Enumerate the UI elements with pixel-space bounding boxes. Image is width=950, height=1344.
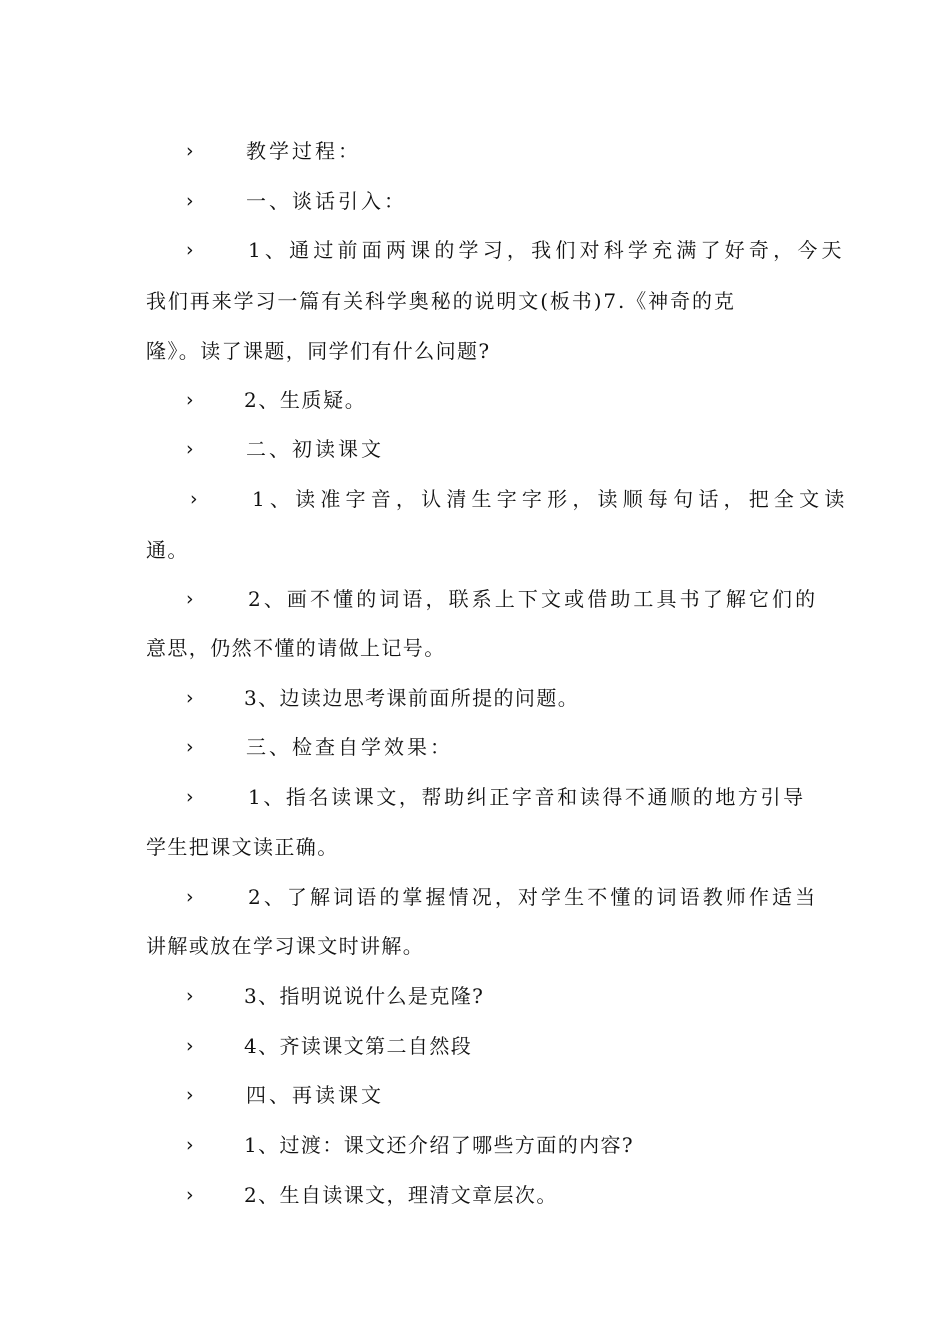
paragraph-line: 2、画不懂的词语，联系上下文或借助工具书了解它们的 [248, 587, 819, 611]
paragraph-line: 2、了解词语的掌握情况，对学生不懂的词语教师作适当 [248, 885, 819, 909]
paragraph-line: 讲解或放在学习课文时讲解。 [146, 934, 425, 958]
bullet-arrow-icon: › [186, 588, 194, 610]
bullet-arrow-icon: › [190, 488, 198, 510]
paragraph-text: 3、边读边思考课前面所提的问题。 [244, 686, 580, 710]
paragraph-line: 1、通过前面两课的学习，我们对科学充满了好奇，今天 [248, 238, 846, 262]
section-heading: 一、谈话引入： [246, 189, 407, 213]
paragraph-line: 学生把课文读正确。 [146, 835, 339, 859]
paragraph-heading: 教学过程： [246, 139, 361, 163]
paragraph-text: 2、生自读课文，理清文章层次。 [244, 1183, 558, 1207]
bullet-arrow-icon: › [186, 1134, 194, 1156]
section-heading: 二、初读课文 [246, 437, 384, 461]
bullet-arrow-icon: › [186, 736, 194, 758]
bullet-arrow-icon: › [186, 786, 194, 808]
bullet-arrow-icon: › [186, 1084, 194, 1106]
bullet-arrow-icon: › [186, 389, 194, 411]
bullet-arrow-icon: › [186, 239, 194, 261]
bullet-arrow-icon: › [186, 438, 194, 460]
paragraph-line: 意思，仍然不懂的请做上记号。 [146, 636, 446, 660]
paragraph-line: 隆》。读了课题，同学们有什么问题? [146, 339, 491, 363]
section-heading: 三、检查自学效果： [246, 735, 453, 759]
section-heading: 四、再读课文 [246, 1083, 384, 1107]
bullet-arrow-icon: › [186, 1035, 194, 1057]
bullet-arrow-icon: › [186, 140, 194, 162]
paragraph-text: 3、指明说说什么是克隆? [244, 984, 485, 1008]
bullet-arrow-icon: › [186, 886, 194, 908]
paragraph-line: 1、读准字音，认清生字字形，读顺每句话，把全文读 [252, 487, 850, 511]
paragraph-text: 1、过渡：课文还介绍了哪些方面的内容? [244, 1133, 635, 1157]
paragraph-text: 2、生质疑。 [244, 388, 367, 412]
bullet-arrow-icon: › [186, 190, 194, 212]
paragraph-line: 通。 [146, 538, 189, 562]
paragraph-text: 4、齐读课文第二自然段 [244, 1034, 473, 1058]
paragraph-line: 我们再来学习一篇有关科学奥秘的说明文(板书)7.《神奇的克 [146, 289, 736, 313]
bullet-arrow-icon: › [186, 687, 194, 709]
bullet-arrow-icon: › [186, 1184, 194, 1206]
paragraph-line: 1、指名读课文，帮助纠正字音和读得不通顺的地方引导 [248, 785, 806, 809]
bullet-arrow-icon: › [186, 985, 194, 1007]
